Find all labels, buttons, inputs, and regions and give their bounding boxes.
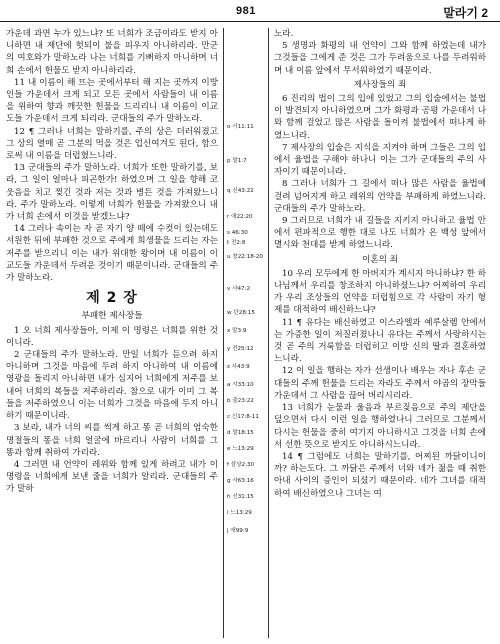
page-number: 981 <box>236 5 256 17</box>
verse-paragraph: 3 보라, 내가 너의 씨를 썩게 하고 똥 곧 너희의 엄숙한 명절들의 똥을 너희 얼굴에 바르리니 사람이 너희를 그 똥과 함께 취하여 가리라. <box>6 423 218 458</box>
cross-reference: d 말18:15 <box>227 430 254 436</box>
cross-reference: h 신31:15 <box>227 494 254 500</box>
verse-paragraph: 가운데 과연 누가 있느냐? 또 너희가 조금이라도 받지 아니하면 내 제단에 헛되이 불을 피우지 아니하리라. 만군의 여호와가 말하노라 나는 너희를 기뻐하지 아니하며 너희 손에서 헌물도 받지 아니하리라. <box>6 29 218 76</box>
verse-paragraph: 4 그러면 내 언약이 레위와 함께 있게 하려고 내가 이 명령을 너희에게 보낸 줄을 너희가 알리라. 군대들의 주가 말하 <box>6 459 218 495</box>
cross-reference: v 사47:2 <box>227 286 251 292</box>
verse-paragraph: 7 제사장의 입술은 지식을 지켜야 하며 그들은 그의 입에서 율법을 구해야 하나니 이는 그가 군대들의 주의 사자이기 때문이니라. <box>274 142 486 178</box>
cross-reference: u 창22:18-20 <box>227 254 263 260</box>
cross-reference: e 느13:29 <box>227 446 254 452</box>
verse-paragraph: 10 우리 모두에게 한 아버지가 계시지 아니하냐? 한 하나님께서 우리를 창조하지 아니하셨느냐? 어찌하여 우리가 우리 조상들의 언약을 더럽힘으로 각 사람이 자기 형제를 대적하여 배신하느냐? <box>274 268 486 316</box>
cross-reference: s 46:30 <box>227 230 248 236</box>
cross-reference: q 신43:22 <box>227 188 254 194</box>
book-title: 말라기 2 <box>443 6 488 20</box>
verse-paragraph: 14 그러나 속이는 자 곧 자기 양 떼에 수컷이 있는데도 서원한 뒤에 부패한 것으로 주에게 희생물을 드리는 자는 저주를 받으리니 이는 내가 위대한 왕이며 내 이름이 이교도들 가운데서 두려운 것이기 때문이니라. 군대들의 주가 말하노라. <box>6 224 218 284</box>
verse-paragraph: 8 그러나 너희가 그 길에서 떠나 많은 사람을 율법에 걸려 넘어지게 하고 레위의 언약을 부패하게 하였느니라. 군대들의 주가 말하노라. <box>274 179 486 214</box>
cross-reference: t 전2:8 <box>227 240 246 246</box>
verse-paragraph: 2 군대들의 주가 말하노라. 만일 너희가 듣으려 하지 아니하며 그것을 마음에 두려 하지 아니하여 내 이름에 영광을 돌리지 아니하면 내가 심지어 너희에게 저주를 보내어 너희의 복들을 저주하리라. 참으로 내가 이미 그 복들을 저주하였으니 이는 너희가 그것을 마음에 두지 아니하기 때문이니라. <box>6 350 218 422</box>
verse-paragraph: 11 내 이름이 해 뜨는 곳에서부터 해 지는 곳까지 이방인들 가운데서 크게 되고 모든 곳에서 사람들이 내 이름을 위하여 향과 깨끗한 헌물을 드리리니 내 이름이 이교도들 가운데서 크게 되리라. 군대들의 주가 말하노라. <box>6 77 218 125</box>
section-heading: 제사장들의 죄 <box>353 79 407 90</box>
cross-reference: c 신17:8-11 <box>227 414 259 420</box>
column-divider <box>223 28 224 638</box>
cross-reference: x 말3:9 <box>227 328 247 334</box>
verse-paragraph: 1 오 너희 제사장들아, 이제 이 명령은 너희를 위한 것이니라. <box>6 325 218 348</box>
cross-reference: w 단28:15 <box>227 310 255 316</box>
verse-paragraph: 13 너희가 눈물과 울음과 부르짖음으로 주의 제단을 덮으면서 다시 이런 일을 행하였나니 그러므로 그분께서 다시는 헌물을 중히 여기지 아니하시고 그것을 너희 손에서 선한 뜻으로 받지도 아니하시느니라. <box>274 403 486 450</box>
right-column <box>274 28 486 500</box>
cross-reference: r 애22:20 <box>227 214 253 220</box>
cross-reference: j 애99:9 <box>227 528 249 534</box>
cross-reference: a 시33:10 <box>227 382 254 388</box>
cross-reference: g 사63:16 <box>227 478 254 484</box>
cross-reference: y 전25:12 <box>227 346 254 352</box>
cross-reference: z 사43:9 <box>227 364 250 370</box>
section-heading: 부패한 제사장들 <box>81 311 143 322</box>
verse-paragraph: 6 진리의 법이 그의 입에 있었고 그의 입술에서는 불법이 발견되지 아니하였으며 그가 화평과 공평 가운데서 나와 함께 걸었고 많은 사람을 돌이켜 불법에서 떠나게 하였느니라. <box>274 94 486 141</box>
verse-paragraph: 11 ¶ 유다는 배신하였고 이스라엘과 예루살렘 안에서는 가증한 일이 저질러졌나니 유다는 주께서 사랑하시는 것 곧 주의 거룩함을 더럽히고 이방 신의 딸과 결혼하였느니라. <box>274 317 486 365</box>
cross-reference: o 사11:11 <box>227 124 254 130</box>
verse-paragraph: 14 ¶ 그럼에도 너희는 말하기를, 어찌된 까닭이니이까? 하는도다. 그 까닭은 주께서 너와 네가 젊을 때 취한 아내 사이의 증인이 되셨기 때문이라. 네가 그녀를 대적하여 배신하였으나 그녀는 여 <box>274 451 486 499</box>
chapter-heading: 제 2 장 <box>86 290 138 307</box>
verse-paragraph: 13 군대들의 주가 말하노라. 너희가 또한 말하기를, 보라, 그 일이 얼마나 피곤한가! 하였으며 그 일을 향해 코웃음을 치고 찢긴 것과 저는 것과 병든 것을 가져왔느니라. 주가 말하노라. 이렇게 너희가 헌물을 가져왔으니 내가 너희 손에서 이것을 받겠느냐? <box>6 163 218 223</box>
cross-reference: f 삼상2:30 <box>227 462 255 468</box>
left-column <box>6 28 218 496</box>
verse-paragraph: 5 생명과 화평의 내 언약이 그와 함께 하였는데 내가 그것들을 그에게 준 것은 그가 두려움으로 나를 두려워하며 내 이름 앞에서 무서워하였기 때문이라. <box>274 41 486 76</box>
cross-reference: b 출23:22 <box>227 398 254 404</box>
column-divider <box>268 28 269 638</box>
verse-paragraph: 12 ¶ 그러나 너희는 말하기를, 주의 상은 더러워졌고 그 상의 열매 곧 그분의 먹을 것은 업신여겨도 된다, 함으로써 내 이름을 더럽혔느니라. <box>6 126 218 162</box>
verse-paragraph: 12 이 일을 행하는 자가 선생이나 배우는 자나 후손 군대들의 주께 헌물을 드리는 자라도 주께서 야곱의 장막들 가운데서 그 사람을 끊어 버리시리라. <box>274 366 486 401</box>
cross-reference: p 말1:7 <box>227 158 247 164</box>
verse-paragraph: 9 그러므로 너희가 내 길들을 지키지 아니하고 율법 안에서 편파적으로 행한 대로 나도 너희가 온 백성 앞에서 멸시와 천대를 받게 하였느니라. <box>274 216 486 251</box>
page-header <box>0 0 500 22</box>
verse-paragraph: 노라. <box>274 29 294 39</box>
cross-reference: i 느13:29 <box>227 510 252 516</box>
section-heading: 이혼의 죄 <box>362 254 398 265</box>
